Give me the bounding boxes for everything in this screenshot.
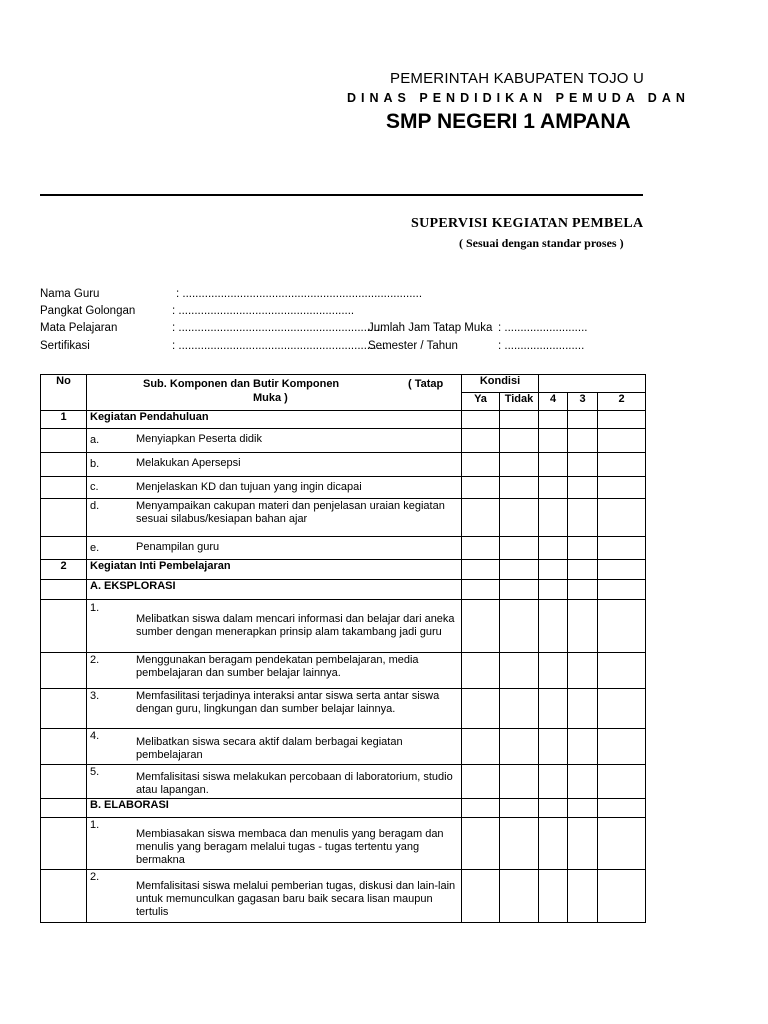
pangkat-value: : ....................................................... — [172, 305, 355, 317]
check-cell[interactable] — [462, 765, 500, 799]
check-cell[interactable] — [568, 689, 598, 729]
subsection-title: A. EKSPLORASI — [87, 580, 462, 600]
item-key: 2. — [90, 654, 100, 666]
supervision-table — [40, 374, 646, 923]
header-score-4: 4 — [539, 393, 568, 411]
check-cell[interactable] — [539, 870, 568, 923]
check-cell[interactable] — [462, 600, 500, 653]
check-cell[interactable] — [462, 429, 500, 453]
item-text: Melibatkan siswa dalam mencari informasi dan belajar dari aneka sumber dengan menerapkan prinsip alam takambang jadi guru — [136, 613, 455, 638]
check-cell[interactable] — [500, 600, 539, 653]
item-key: d. — [90, 500, 100, 512]
check-cell[interactable] — [500, 453, 539, 477]
check-cell[interactable] — [598, 799, 646, 818]
check-cell[interactable] — [462, 799, 500, 818]
item-key: 4. — [90, 730, 100, 742]
header-tidak: Tidak — [500, 393, 539, 411]
item-text: Menyiapkan Peserta didik — [136, 433, 262, 445]
table-row — [41, 499, 646, 537]
header-score-blank — [539, 375, 646, 393]
check-cell[interactable] — [462, 453, 500, 477]
check-cell[interactable] — [500, 580, 539, 600]
item-text: Memfalisitasi siswa melalui pemberian tugas, diskusi dan lain-lain untuk memunculkan gagasan baru baik secara lisan maupun tertulis — [136, 880, 456, 918]
sertifikasi-value: : ................................................................. — [172, 340, 387, 352]
item-cell — [87, 689, 462, 729]
check-cell[interactable] — [462, 537, 500, 560]
check-cell[interactable] — [500, 429, 539, 453]
mapel-value: : ................................................................. — [172, 322, 387, 334]
check-cell[interactable] — [462, 477, 500, 499]
item-cell — [87, 477, 462, 499]
check-cell[interactable] — [462, 580, 500, 600]
check-cell[interactable] — [500, 477, 539, 499]
nama-guru-value: : ........................................................................... — [176, 288, 423, 300]
check-cell[interactable] — [568, 429, 598, 453]
item-text: Menjelaskan KD dan tujuan yang ingin dicapai — [136, 481, 362, 493]
section-title: Kegiatan Inti Pembelajaran — [87, 560, 462, 580]
check-cell[interactable] — [568, 560, 598, 580]
table-row — [41, 600, 646, 653]
check-cell[interactable] — [598, 689, 646, 729]
check-cell[interactable] — [598, 499, 646, 537]
check-cell[interactable] — [462, 653, 500, 689]
item-cell — [87, 600, 462, 653]
check-cell[interactable] — [598, 411, 646, 429]
header-government: PEMERINTAH KABUPATEN TOJO U — [390, 70, 645, 87]
item-cell — [87, 429, 462, 453]
section-title: Kegiatan Pendahuluan — [87, 411, 462, 429]
check-cell[interactable] — [568, 453, 598, 477]
check-cell[interactable] — [539, 411, 568, 429]
check-cell[interactable] — [500, 560, 539, 580]
sertifikasi-label: Sertifikasi — [40, 340, 90, 352]
item-key: 3. — [90, 690, 100, 702]
check-cell[interactable] — [462, 818, 500, 870]
check-cell[interactable] — [539, 653, 568, 689]
check-cell[interactable] — [500, 818, 539, 870]
item-key: 2. — [90, 871, 100, 883]
check-cell[interactable] — [568, 729, 598, 765]
check-cell[interactable] — [500, 499, 539, 537]
check-cell[interactable] — [598, 765, 646, 799]
table-row — [41, 765, 646, 799]
semester-value: : ......................... — [498, 340, 585, 352]
check-cell[interactable] — [539, 560, 568, 580]
check-cell[interactable] — [568, 653, 598, 689]
check-cell[interactable] — [500, 765, 539, 799]
check-cell[interactable] — [539, 600, 568, 653]
header-sub-komponen — [87, 375, 462, 411]
check-cell[interactable] — [500, 870, 539, 923]
check-cell[interactable] — [568, 765, 598, 799]
semester-label: Semester / Tahun — [368, 340, 458, 352]
table-row — [41, 689, 646, 729]
item-key: b. — [90, 458, 100, 470]
check-cell[interactable] — [568, 799, 598, 818]
item-cell — [87, 870, 462, 923]
check-cell[interactable] — [500, 799, 539, 818]
check-cell[interactable] — [598, 580, 646, 600]
section-number: 1 — [41, 411, 87, 429]
table-row — [41, 799, 646, 818]
item-text: Membiasakan siswa membaca dan menulis yang beragam dan menulis yang beragam melalui tugas - tugas tertentu yang bermakna — [136, 828, 444, 866]
header-no: No — [41, 375, 87, 411]
check-cell[interactable] — [539, 765, 568, 799]
item-cell — [87, 818, 462, 870]
check-cell[interactable] — [539, 580, 568, 600]
check-cell[interactable] — [598, 653, 646, 689]
check-cell[interactable] — [598, 429, 646, 453]
check-cell[interactable] — [598, 729, 646, 765]
table-row — [41, 537, 646, 560]
check-cell[interactable] — [539, 799, 568, 818]
item-cell — [87, 653, 462, 689]
table-row — [41, 477, 646, 499]
check-cell[interactable] — [462, 560, 500, 580]
item-text: Melakukan Apersepsi — [136, 457, 241, 469]
check-cell[interactable] — [568, 477, 598, 499]
item-text: Menyampaikan cakupan materi dan penjelasan uraian kegiatan sesuai silabus/kesiapan bahan ajar — [136, 500, 445, 525]
check-cell[interactable] — [598, 477, 646, 499]
table-row — [41, 653, 646, 689]
check-cell[interactable] — [500, 653, 539, 689]
check-cell[interactable] — [568, 411, 598, 429]
item-cell — [87, 765, 462, 799]
check-cell[interactable] — [598, 453, 646, 477]
item-text: Penampilan guru — [136, 541, 220, 553]
item-text: Memfasilitasi terjadinya interaksi antar siswa serta antar siswa dengan guru, lingkungan dan sumber belajar lainnya. — [136, 690, 440, 715]
document-subtitle: ( Sesuai dengan standar proses ) — [459, 236, 624, 250]
check-cell[interactable] — [539, 689, 568, 729]
header-divider — [40, 194, 643, 196]
check-cell[interactable] — [568, 499, 598, 537]
table-row — [41, 818, 646, 870]
check-cell[interactable] — [598, 870, 646, 923]
jam-label: Jumlah Jam Tatap Muka — [368, 322, 493, 334]
check-cell[interactable] — [462, 689, 500, 729]
nama-guru-label: Nama Guru — [40, 288, 100, 300]
check-cell[interactable] — [462, 870, 500, 923]
table-row — [41, 870, 646, 923]
check-cell[interactable] — [462, 729, 500, 765]
check-cell[interactable] — [462, 411, 500, 429]
item-key: e. — [90, 542, 100, 554]
header-tatap-text: ( Tatap — [408, 378, 444, 390]
check-cell[interactable] — [568, 870, 598, 923]
header-score-2: 2 — [598, 393, 646, 411]
check-cell[interactable] — [539, 429, 568, 453]
table-row — [41, 580, 646, 600]
item-key: 1. — [90, 602, 100, 614]
check-cell[interactable] — [539, 818, 568, 870]
table-row — [41, 560, 646, 580]
check-cell[interactable] — [539, 729, 568, 765]
table-row — [41, 729, 646, 765]
check-cell[interactable] — [539, 537, 568, 560]
check-cell[interactable] — [462, 499, 500, 537]
section-number: 2 — [41, 560, 87, 580]
item-key: 1. — [90, 819, 100, 831]
header-kondisi: Kondisi — [462, 375, 539, 393]
header-muka-text: Muka ) — [253, 392, 288, 404]
check-cell[interactable] — [539, 453, 568, 477]
check-cell[interactable] — [598, 560, 646, 580]
pangkat-label: Pangkat Golongan — [40, 305, 136, 317]
table-header-row — [41, 375, 646, 393]
item-key: 5. — [90, 766, 100, 778]
check-cell[interactable] — [500, 411, 539, 429]
check-cell[interactable] — [598, 537, 646, 560]
table-row — [41, 453, 646, 477]
table-row — [41, 429, 646, 453]
item-cell — [87, 453, 462, 477]
check-cell[interactable] — [598, 818, 646, 870]
check-cell[interactable] — [568, 537, 598, 560]
table-row — [41, 411, 646, 429]
check-cell[interactable] — [500, 729, 539, 765]
check-cell[interactable] — [539, 499, 568, 537]
item-cell — [87, 537, 462, 560]
check-cell[interactable] — [598, 600, 646, 653]
item-cell — [87, 729, 462, 765]
check-cell[interactable] — [500, 689, 539, 729]
document-title: SUPERVISI KEGIATAN PEMBELA — [411, 216, 644, 231]
check-cell[interactable] — [500, 537, 539, 560]
item-key: a. — [90, 434, 100, 446]
item-text: Melibatkan siswa secara aktif dalam berbagai kegiatan pembelajaran — [136, 736, 403, 761]
check-cell[interactable] — [568, 600, 598, 653]
check-cell[interactable] — [539, 477, 568, 499]
header-ya: Ya — [462, 393, 500, 411]
item-cell — [87, 499, 462, 537]
mapel-label: Mata Pelajaran — [40, 322, 118, 334]
item-text: Memfalisitasi siswa melakukan percobaan di laboratorium, studio atau lapangan. — [136, 771, 453, 796]
header-score-3: 3 — [568, 393, 598, 411]
item-text: Menggunakan beragam pendekatan pembelajaran, media pembelajaran dan sumber belajar lainnya. — [136, 654, 419, 679]
jam-value: : .......................... — [498, 322, 588, 334]
subsection-title: B. ELABORASI — [87, 799, 462, 818]
header-sub-komponen-text: Sub. Komponen dan Butir Komponen — [143, 378, 340, 390]
header-department: DINAS PENDIDIKAN PEMUDA DAN — [347, 91, 690, 105]
check-cell[interactable] — [568, 818, 598, 870]
check-cell[interactable] — [568, 580, 598, 600]
header-school: SMP NEGERI 1 AMPANA — [386, 110, 631, 133]
item-key: c. — [90, 481, 99, 493]
